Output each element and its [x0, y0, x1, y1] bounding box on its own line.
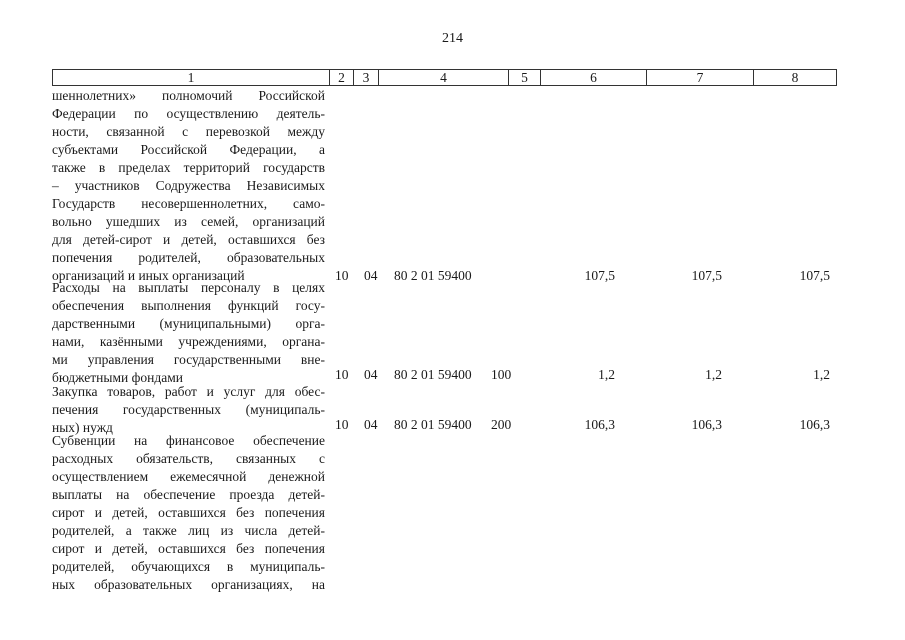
description-line: расходных обязательств, связанных с [52, 451, 325, 466]
description-line: ности, связанной с перевозкой между [52, 124, 325, 139]
description-line: бюджетными фондами [52, 370, 183, 385]
amount-col7: 107,5 [691, 268, 722, 283]
description-line: Закупка товаров, работ и услуг для обес- [52, 384, 325, 399]
description-line: шеннолетних» полномочий Российской [52, 88, 325, 103]
description-line: нами, казёнными учреждениями, органа- [52, 334, 325, 349]
header-cell-4: 4 [379, 70, 509, 85]
description-line: сирот и детей, оставшихся без попечения [52, 505, 325, 520]
amount-col7: 1,2 [705, 367, 722, 382]
description-line: выплаты на обеспечение проезда детей- [52, 487, 325, 502]
description-line: родителей, обучающихся в муниципаль- [52, 559, 325, 574]
description-line: – участников Содружества Независимых [52, 178, 325, 193]
section-code: 10 [335, 417, 349, 432]
description-line: ных) нужд [52, 420, 113, 435]
amount-col6: 1,2 [598, 367, 615, 382]
description-line: печения государственных (муниципаль- [52, 402, 325, 417]
target-article-code: 80 2 01 59400 [394, 367, 472, 382]
table-row-values-2 [0, 366, 905, 384]
subsection-code: 04 [364, 367, 378, 382]
description-line: вольно ушедших из семей, организаций [52, 214, 325, 229]
expense-type-code: 200 [491, 417, 512, 432]
section-code: 10 [335, 367, 349, 382]
description-line: ми управления государственными вне- [52, 352, 325, 367]
description-line: ных образовательных организациях, на [52, 577, 325, 592]
amount-col8: 106,3 [799, 417, 830, 432]
target-article-code: 80 2 01 59400 [394, 268, 472, 283]
amount-col6: 106,3 [584, 417, 615, 432]
expense-type-code: 100 [491, 367, 512, 382]
target-article-code: 80 2 01 59400 [394, 417, 472, 432]
header-cell-7: 7 [647, 70, 754, 85]
header-cell-8: 8 [791, 70, 799, 85]
description-line: Государств несовершеннолетних, само- [52, 196, 325, 211]
amount-col6: 107,5 [584, 268, 615, 283]
subsection-code: 04 [364, 417, 378, 432]
header-cell-6: 6 [541, 70, 647, 85]
description-line: для детей-сирот и детей, оставшихся без [52, 232, 325, 247]
description-line: Субвенции на финансовое обеспечение [52, 433, 325, 448]
description-line: субъектами Российской Федерации, а [52, 142, 325, 157]
page-number: 214 [442, 31, 463, 46]
subsection-code: 04 [364, 268, 378, 283]
row-description-4 [52, 432, 325, 594]
header-cell-5: 5 [509, 70, 541, 85]
description-line: осуществлением ежемесячной денежной [52, 469, 325, 484]
section-code: 10 [335, 268, 349, 283]
table-header-row [52, 69, 837, 86]
description-line: сирот и детей, оставшихся без попечения [52, 541, 325, 556]
row-description-1 [52, 87, 325, 285]
description-line: обеспечения выполнения функций госу- [52, 298, 325, 313]
amount-col8: 1,2 [813, 367, 830, 382]
description-line: дарственными (муниципальными) орга- [52, 316, 325, 331]
header-cell-3: 3 [354, 70, 379, 85]
description-line: также в пределах территорий государств [52, 160, 325, 175]
description-line: Расходы на выплаты персоналу в целях [52, 280, 325, 295]
header-cell-2: 2 [330, 70, 354, 85]
description-line: родителей, а также лиц из числа детей- [52, 523, 325, 538]
description-line: попечения родителей, образовательных [52, 250, 325, 265]
description-line: Федерации по осуществлению деятель- [52, 106, 325, 121]
description-line: организаций и иных организаций [52, 268, 245, 283]
header-cell-1: 1 [53, 70, 330, 85]
amount-col8: 107,5 [799, 268, 830, 283]
amount-col7: 106,3 [691, 417, 722, 432]
